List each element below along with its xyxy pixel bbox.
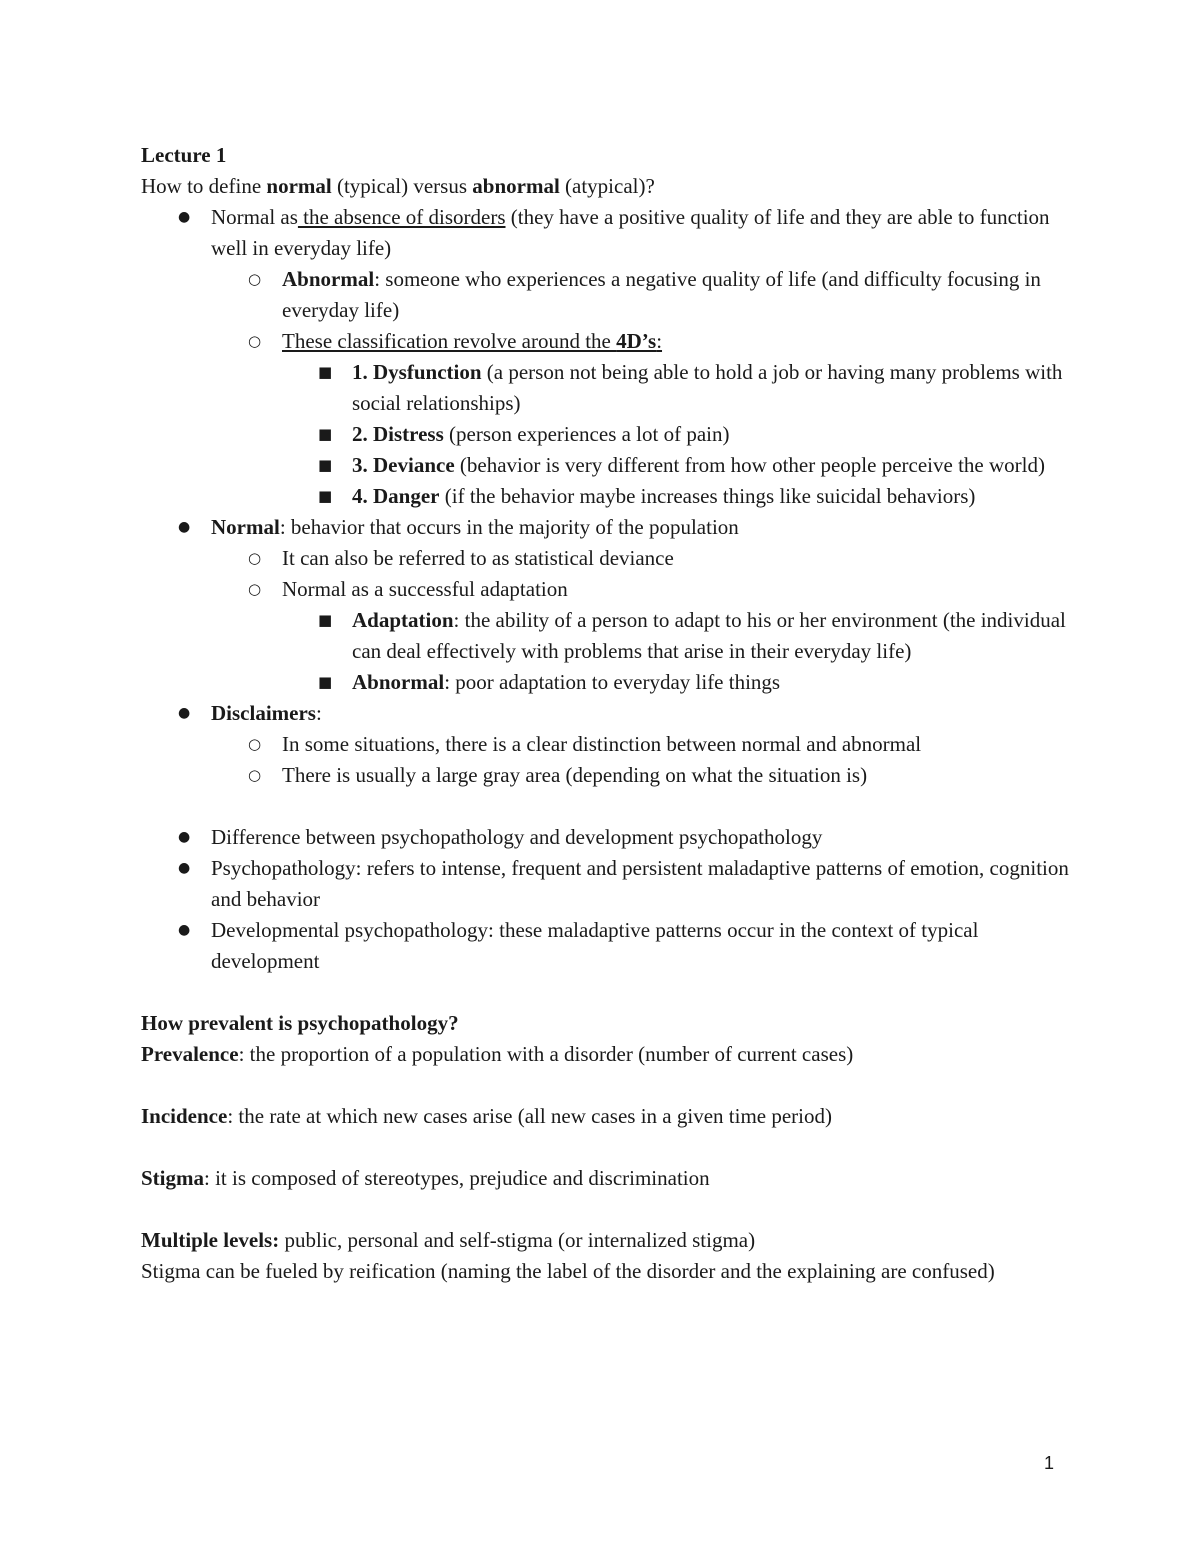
list-item: ■ 3. Deviance (behavior is very different from how other people perceive the world) bbox=[141, 450, 1071, 481]
list-item: ■ Adaptation: the ability of a person to adapt to his or her environment (the individual can deal effectively with problems that arise in their everyday life) bbox=[141, 605, 1071, 667]
prevalence-definition: Prevalence: the proportion of a population with a disorder (number of current cases) bbox=[141, 1042, 854, 1066]
bullet-circle-icon: ○ bbox=[248, 766, 262, 784]
bullet-disc-icon: ● bbox=[178, 519, 191, 535]
list-item: ■ 1. Dysfunction (a person not being able to hold a job or having many problems with social relationships) bbox=[141, 357, 1071, 419]
list-item: ● Developmental psychopathology: these maladaptive patterns occur in the context of typical development bbox=[141, 915, 1071, 977]
multiple-levels: Multiple levels: public, personal and self-stigma (or internalized stigma) bbox=[141, 1228, 756, 1252]
bullet-disc-icon: ● bbox=[178, 922, 191, 938]
list-item: ○ In some situations, there is a clear distinction between normal and abnormal bbox=[141, 729, 1071, 760]
bullet-disc-icon: ● bbox=[178, 829, 191, 845]
bullet-square-icon: ■ bbox=[318, 363, 333, 381]
spacer bbox=[141, 1070, 1071, 1101]
spacer bbox=[141, 977, 1071, 1008]
list-item: ● Disclaimers: bbox=[141, 698, 1071, 729]
stigma-definition: Stigma: it is composed of stereotypes, prejudice and discrimination bbox=[141, 1166, 710, 1190]
lecture-title: Lecture 1 bbox=[141, 143, 227, 167]
incidence-definition: Incidence: the rate at which new cases arise (all new cases in a given time period) bbox=[141, 1104, 833, 1128]
list-item: ● Psychopathology: refers to intense, frequent and persistent maladaptive patterns of emotion, cognition and behavior bbox=[141, 853, 1071, 915]
bullet-disc-icon: ● bbox=[178, 705, 191, 721]
bullet-circle-icon: ○ bbox=[248, 580, 262, 598]
bullet-circle-icon: ○ bbox=[248, 270, 262, 288]
list-item: ○ There is usually a large gray area (depending on what the situation is) bbox=[141, 760, 1071, 791]
list-item: ■ 4. Danger (if the behavior maybe increases things like suicidal behaviors) bbox=[141, 481, 1071, 512]
list-item: ■ 2. Distress (person experiences a lot of pain) bbox=[141, 419, 1071, 450]
list-item: ○ These classification revolve around the 4D’s: bbox=[141, 326, 1071, 357]
list-item: ○ Normal as a successful adaptation bbox=[141, 574, 1071, 605]
bullet-circle-icon: ○ bbox=[248, 332, 262, 350]
list-item: ○ Abnormal: someone who experiences a negative quality of life (and difficulty focusing in everyday life) bbox=[141, 264, 1071, 326]
bullet-circle-icon: ○ bbox=[248, 735, 262, 753]
bullet-square-icon: ■ bbox=[318, 425, 333, 443]
spacer bbox=[141, 1194, 1071, 1225]
bullet-circle-icon: ○ bbox=[248, 549, 262, 567]
section-heading: How prevalent is psychopathology? bbox=[141, 1011, 459, 1035]
bullet-square-icon: ■ bbox=[318, 456, 333, 474]
spacer bbox=[141, 791, 1071, 822]
list-item: ● Difference between psychopathology and development psychopathology bbox=[141, 822, 1071, 853]
spacer bbox=[141, 1132, 1071, 1163]
page-number: 1 bbox=[1044, 1453, 1055, 1473]
list-item: ● Normal: behavior that occurs in the majority of the population bbox=[141, 512, 1071, 543]
bullet-disc-icon: ● bbox=[178, 209, 191, 225]
bullet-square-icon: ■ bbox=[318, 487, 333, 505]
reification-note: Stigma can be fueled by reification (naming the label of the disorder and the explaining are confused) bbox=[141, 1259, 995, 1283]
bullet-square-icon: ■ bbox=[318, 611, 333, 629]
list-item: ■ Abnormal: poor adaptation to everyday life things bbox=[141, 667, 1071, 698]
document-body bbox=[141, 140, 1071, 1287]
definitions-list bbox=[141, 202, 1071, 791]
intro-question: How to define normal (typical) versus abnormal (atypical)? bbox=[141, 174, 655, 198]
psychopathology-list bbox=[141, 822, 1071, 977]
bullet-square-icon: ■ bbox=[318, 673, 333, 691]
list-item: ● Normal as the absence of disorders (they have a positive quality of life and they are able to function well in everyday life) bbox=[141, 202, 1071, 264]
list-item: ○ It can also be referred to as statistical deviance bbox=[141, 543, 1071, 574]
bullet-disc-icon: ● bbox=[178, 860, 191, 876]
